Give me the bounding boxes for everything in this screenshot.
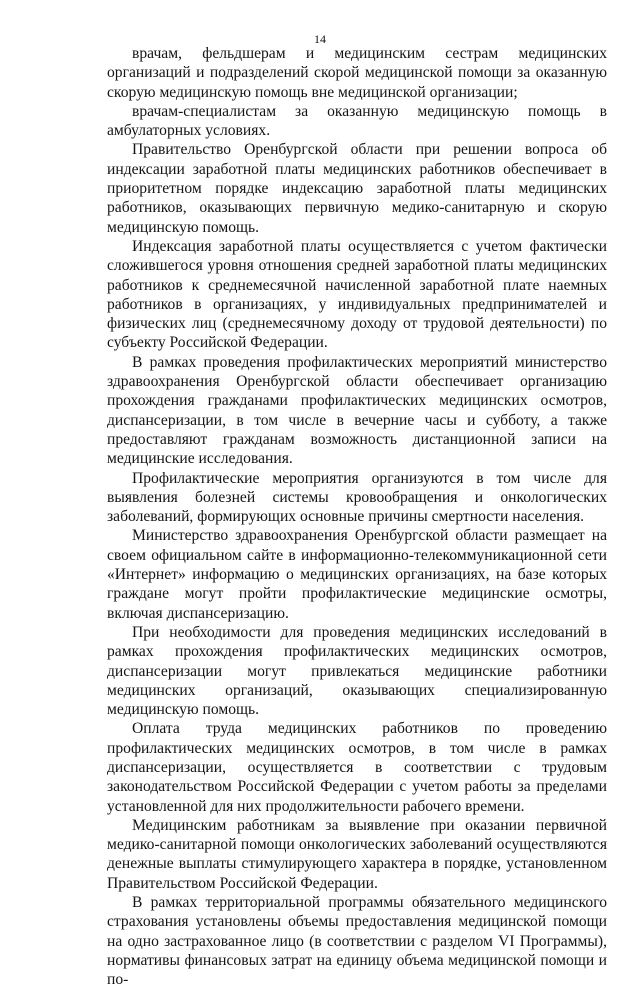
paragraph-1: врачам, фельдшерам и медицинским сестрам медицинских организаций и подразделений скорой медицинской помощи за оказанную скорую медицинскую помощь вне медицинской организации; (107, 45, 607, 101)
paragraph-10: Медицинским работникам за выявление при оказании первичной медико-санитарной помощи онкологических заболеваний осуществляются денежные выплаты стимулирующего характера в порядке, установленном Правительством Российской Федерации. (107, 816, 607, 892)
paragraph-6: Профилактические мероприятия организуются в том числе для выявления болезней системы кровообращения и онкологических заболеваний, формирующих основные причины смертности населения. (107, 469, 607, 526)
paragraph-4: Индексация заработной платы осуществляется с учетом фактически сложившегося уровня отношения средней заработной платы медицинских работников к среднемесячной начисленной заработной плате наемных работников в организациях, у индивидуальных предпринимателей и физических лиц (среднемесячному доходу от трудовой деятельности) по субъекту Российской Федерации. (107, 237, 607, 352)
paragraph-9: Оплата труда медицинских работников по проведению профилактических медицинских осмотров, в том числе в рамках диспансеризации, осуществляется в соответствии с трудовым законодательством Российской Федерации с учетом работы за пределами установленной для них продолжительности рабочего времени. (107, 720, 607, 815)
paragraph-5: В рамках проведения профилактических мероприятий министерство здравоохранения Оренбургской области обеспечивает организацию прохождения гражданами профилактических медицинских осмотров, диспансеризации, в том числе в вечерние часы и субботу, а также предоставляют гражданам возможность дистанционной записи на медицинские исследования. (107, 353, 607, 468)
paragraph-11: В рамках территориальной программы обязательного медицинского страхования установлены объемы предоставления медицинской помощи на одно застрахованное лицо (в соответствии с разделом VI Программы), нормативы финансовых затрат на единицу объема медицинской помощи и по- (107, 894, 607, 989)
paragraph-8: При необходимости для проведения медицинских исследований в рамках прохождения профилактических медицинских осмотров, диспансеризации могут привлекаться медицинские работники медицинских организаций, оказывающих специализированную медицинскую помощь. (107, 623, 607, 719)
document-body (107, 44, 607, 990)
page-number: 14 (314, 32, 326, 46)
paragraph-7: Министерство здравоохранения Оренбургской области размещает на своем официальном сайте в информационно-телекоммуникационной сети «Интернет» информацию о медицинских организациях, на базе которых граждане могут пройти профилактические медицинские осмотры, включая диспансеризацию. (107, 527, 607, 622)
paragraph-3: Правительство Оренбургской области при решении вопроса об индексации заработной платы медицинских работников обеспечивает в приоритетном порядке индексацию заработной платы медицинских работников, оказывающих первичную медико-санитарную и скорую медицинскую помощь. (107, 141, 607, 236)
paragraph-2: врачам-специалистам за оказанную медицинскую помощь в амбулаторных условиях. (107, 102, 607, 140)
